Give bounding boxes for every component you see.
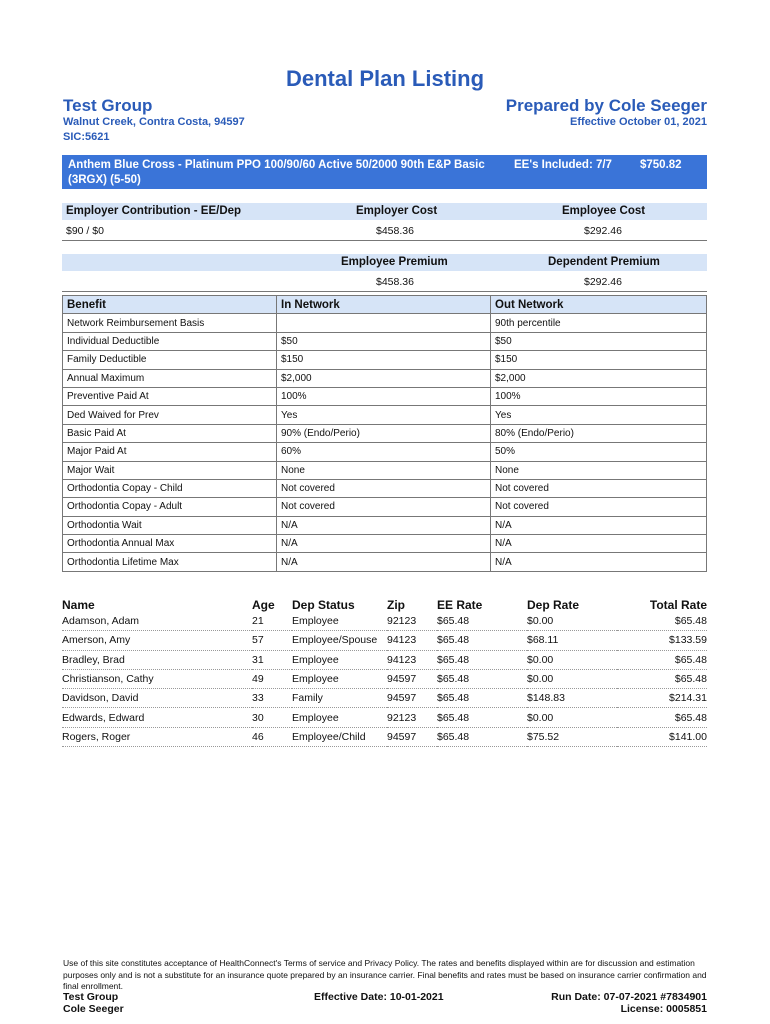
benefits-table bbox=[62, 295, 707, 572]
footer-agent: Cole Seeger bbox=[63, 1003, 124, 1015]
name-cell: Adamson, Adam bbox=[62, 612, 252, 631]
ee-rate-cell: $65.48 bbox=[437, 650, 527, 669]
footer-license: License: 0005851 bbox=[620, 1003, 707, 1015]
age-cell: 57 bbox=[252, 631, 292, 650]
plan-bar bbox=[62, 155, 707, 189]
out-network-cell: $2,000 bbox=[491, 369, 707, 387]
dep-rate-cell: $148.83 bbox=[527, 689, 617, 708]
employee-premium-label: Employee Premium bbox=[341, 256, 448, 268]
benefit-row bbox=[63, 498, 707, 516]
name-cell: Amerson, Amy bbox=[62, 631, 252, 650]
benefit-row bbox=[63, 479, 707, 497]
benefit-row bbox=[63, 553, 707, 571]
benefit-name-cell: Orthodontia Copay - Adult bbox=[63, 498, 277, 516]
in-network-column-header: In Network bbox=[277, 296, 491, 314]
in-network-cell: $150 bbox=[277, 351, 491, 369]
dep-rate-column-header: Dep Rate bbox=[527, 598, 580, 612]
ee-rate-cell: $65.48 bbox=[437, 727, 527, 746]
age-cell: 30 bbox=[252, 708, 292, 727]
age-column-header: Age bbox=[252, 598, 275, 612]
dep-rate-cell: $0.00 bbox=[527, 650, 617, 669]
census-row bbox=[62, 727, 707, 746]
benefit-column-header: Benefit bbox=[63, 296, 277, 314]
dep-status-cell: Family bbox=[292, 689, 387, 708]
age-cell: 49 bbox=[252, 669, 292, 688]
employee-cost-value: $292.46 bbox=[584, 225, 622, 237]
in-network-cell: $2,000 bbox=[277, 369, 491, 387]
age-cell: 46 bbox=[252, 727, 292, 746]
zip-cell: 94123 bbox=[387, 650, 437, 669]
out-network-cell: Not covered bbox=[491, 498, 707, 516]
ee-rate-cell: $65.48 bbox=[437, 631, 527, 650]
benefit-name-cell: Network Reimbursement Basis bbox=[63, 314, 277, 332]
ee-rate-cell: $65.48 bbox=[437, 669, 527, 688]
out-network-cell: Yes bbox=[491, 406, 707, 424]
benefit-row bbox=[63, 535, 707, 553]
group-sic: SIC:5621 bbox=[63, 131, 110, 143]
disclaimer: Use of this site constitutes acceptance of HealthConnect's Terms of service and Privacy Policy. The rates and benefits displayed within are for discussion and estimation purposes only and is not a substitute for an insurance quote prepared by an insurance carrier. Final benefits and rates must be based on insurance carrier confirmation and final enrollment. bbox=[63, 958, 707, 991]
benefit-name-cell: Individual Deductible bbox=[63, 332, 277, 350]
benefit-name-cell: Major Paid At bbox=[63, 443, 277, 461]
out-network-cell: N/A bbox=[491, 553, 707, 571]
total-rate-cell: $65.48 bbox=[617, 612, 707, 631]
benefit-row bbox=[63, 314, 707, 332]
divider bbox=[62, 291, 707, 292]
census-row bbox=[62, 708, 707, 727]
premium-header bbox=[62, 254, 707, 271]
total-rate-cell: $65.48 bbox=[617, 669, 707, 688]
name-cell: Bradley, Brad bbox=[62, 650, 252, 669]
total-rate-cell: $141.00 bbox=[617, 727, 707, 746]
name-cell: Davidson, David bbox=[62, 689, 252, 708]
total-rate-cell: $65.48 bbox=[617, 650, 707, 669]
in-network-cell: 100% bbox=[277, 387, 491, 405]
benefit-name-cell: Annual Maximum bbox=[63, 369, 277, 387]
zip-column-header: Zip bbox=[387, 598, 405, 612]
employee-census-table bbox=[62, 594, 707, 747]
census-row bbox=[62, 689, 707, 708]
effective-date-header: Effective October 01, 2021 bbox=[570, 116, 707, 128]
dep-status-cell: Employee bbox=[292, 669, 387, 688]
benefit-row bbox=[63, 516, 707, 534]
benefit-name-cell: Major Wait bbox=[63, 461, 277, 479]
ee-rate-column-header: EE Rate bbox=[437, 598, 483, 612]
employer-cost-label: Employer Cost bbox=[356, 205, 438, 217]
dep-status-cell: Employee/Spouse bbox=[292, 631, 387, 650]
out-network-cell: $150 bbox=[491, 351, 707, 369]
footer-left bbox=[63, 991, 124, 1015]
ee-rate-cell: $65.48 bbox=[437, 612, 527, 631]
out-network-cell: None bbox=[491, 461, 707, 479]
census-row bbox=[62, 650, 707, 669]
name-cell: Edwards, Edward bbox=[62, 708, 252, 727]
zip-cell: 94123 bbox=[387, 631, 437, 650]
footer-effective-date: Effective Date: 10-01-2021 bbox=[314, 991, 444, 1003]
dep-status-cell: Employee bbox=[292, 612, 387, 631]
out-network-cell: 50% bbox=[491, 443, 707, 461]
in-network-cell: N/A bbox=[277, 516, 491, 534]
zip-cell: 92123 bbox=[387, 612, 437, 631]
contribution-header bbox=[62, 203, 707, 220]
out-network-cell: Not covered bbox=[491, 479, 707, 497]
benefit-row bbox=[63, 461, 707, 479]
census-header-row bbox=[62, 594, 707, 612]
benefit-row bbox=[63, 351, 707, 369]
footer-run-date: Run Date: 07-07-2021 #7834901 bbox=[551, 991, 707, 1003]
benefit-name-cell: Orthodontia Lifetime Max bbox=[63, 553, 277, 571]
name-column-header: Name bbox=[62, 598, 95, 612]
census-row bbox=[62, 669, 707, 688]
total-rate-cell: $214.31 bbox=[617, 689, 707, 708]
plan-name: Anthem Blue Cross - Platinum PPO 100/90/60 Active 50/2000 90th E&P Basic (3RGX) (5-50) bbox=[68, 159, 485, 186]
in-network-cell: None bbox=[277, 461, 491, 479]
out-network-cell: 90th percentile bbox=[491, 314, 707, 332]
contribution-value: $90 / $0 bbox=[66, 225, 104, 237]
out-network-cell: N/A bbox=[491, 535, 707, 553]
zip-cell: 94597 bbox=[387, 689, 437, 708]
in-network-cell: $50 bbox=[277, 332, 491, 350]
benefit-name-cell: Family Deductible bbox=[63, 351, 277, 369]
name-cell: Christianson, Cathy bbox=[62, 669, 252, 688]
out-network-cell: 100% bbox=[491, 387, 707, 405]
benefit-name-cell: Ded Waived for Prev bbox=[63, 406, 277, 424]
dep-status-cell: Employee bbox=[292, 650, 387, 669]
dependent-premium-label: Dependent Premium bbox=[548, 256, 660, 268]
age-cell: 21 bbox=[252, 612, 292, 631]
benefit-name-cell: Preventive Paid At bbox=[63, 387, 277, 405]
dep-rate-cell: $0.00 bbox=[527, 669, 617, 688]
in-network-cell: 60% bbox=[277, 443, 491, 461]
employee-premium-value: $458.36 bbox=[376, 276, 414, 288]
in-network-cell bbox=[277, 314, 491, 332]
ees-included: EE's Included: 7/7 bbox=[514, 159, 612, 171]
employer-cost-value: $458.36 bbox=[376, 225, 414, 237]
plan-total: $750.82 bbox=[640, 159, 682, 171]
age-cell: 33 bbox=[252, 689, 292, 708]
in-network-cell: Not covered bbox=[277, 498, 491, 516]
out-network-cell: N/A bbox=[491, 516, 707, 534]
benefit-row bbox=[63, 424, 707, 442]
dep-rate-cell: $68.11 bbox=[527, 631, 617, 650]
in-network-cell: N/A bbox=[277, 553, 491, 571]
out-network-cell: $50 bbox=[491, 332, 707, 350]
footer-right bbox=[551, 991, 707, 1015]
divider bbox=[62, 240, 707, 241]
total-rate-cell: $133.59 bbox=[617, 631, 707, 650]
employee-cost-label: Employee Cost bbox=[562, 205, 646, 217]
dependent-premium-value: $292.46 bbox=[584, 276, 622, 288]
group-name: Test Group bbox=[63, 96, 153, 115]
benefit-row bbox=[63, 332, 707, 350]
dep-rate-cell: $0.00 bbox=[527, 708, 617, 727]
in-network-cell: N/A bbox=[277, 535, 491, 553]
ee-rate-cell: $65.48 bbox=[437, 708, 527, 727]
benefit-row bbox=[63, 369, 707, 387]
age-cell: 31 bbox=[252, 650, 292, 669]
prepared-by: Prepared by Cole Seeger bbox=[505, 96, 707, 115]
dep-status-column-header: Dep Status bbox=[292, 598, 355, 612]
total-rate-column-header: Total Rate bbox=[649, 598, 707, 612]
in-network-cell: Not covered bbox=[277, 479, 491, 497]
benefit-name-cell: Orthodontia Annual Max bbox=[63, 535, 277, 553]
census-row bbox=[62, 612, 707, 631]
benefit-row bbox=[63, 387, 707, 405]
census-row bbox=[62, 631, 707, 650]
group-address: Walnut Creek, Contra Costa, 94597 bbox=[63, 116, 245, 128]
contribution-label: Employer Contribution - EE/Dep bbox=[66, 205, 242, 217]
zip-cell: 94597 bbox=[387, 669, 437, 688]
zip-cell: 92123 bbox=[387, 708, 437, 727]
zip-cell: 94597 bbox=[387, 727, 437, 746]
total-rate-cell: $65.48 bbox=[617, 708, 707, 727]
benefit-row bbox=[63, 406, 707, 424]
benefit-row bbox=[63, 443, 707, 461]
in-network-cell: 90% (Endo/Perio) bbox=[277, 424, 491, 442]
name-cell: Rogers, Roger bbox=[62, 727, 252, 746]
ee-rate-cell: $65.48 bbox=[437, 689, 527, 708]
benefit-name-cell: Basic Paid At bbox=[63, 424, 277, 442]
dep-status-cell: Employee bbox=[292, 708, 387, 727]
page-title: Dental Plan Listing bbox=[285, 66, 485, 91]
benefits-header-row bbox=[63, 296, 707, 314]
dep-status-cell: Employee/Child bbox=[292, 727, 387, 746]
dep-rate-cell: $0.00 bbox=[527, 612, 617, 631]
out-network-column-header: Out Network bbox=[491, 296, 707, 314]
benefit-name-cell: Orthodontia Wait bbox=[63, 516, 277, 534]
footer-group: Test Group bbox=[63, 991, 119, 1003]
dep-rate-cell: $75.52 bbox=[527, 727, 617, 746]
out-network-cell: 80% (Endo/Perio) bbox=[491, 424, 707, 442]
in-network-cell: Yes bbox=[277, 406, 491, 424]
benefit-name-cell: Orthodontia Copay - Child bbox=[63, 479, 277, 497]
